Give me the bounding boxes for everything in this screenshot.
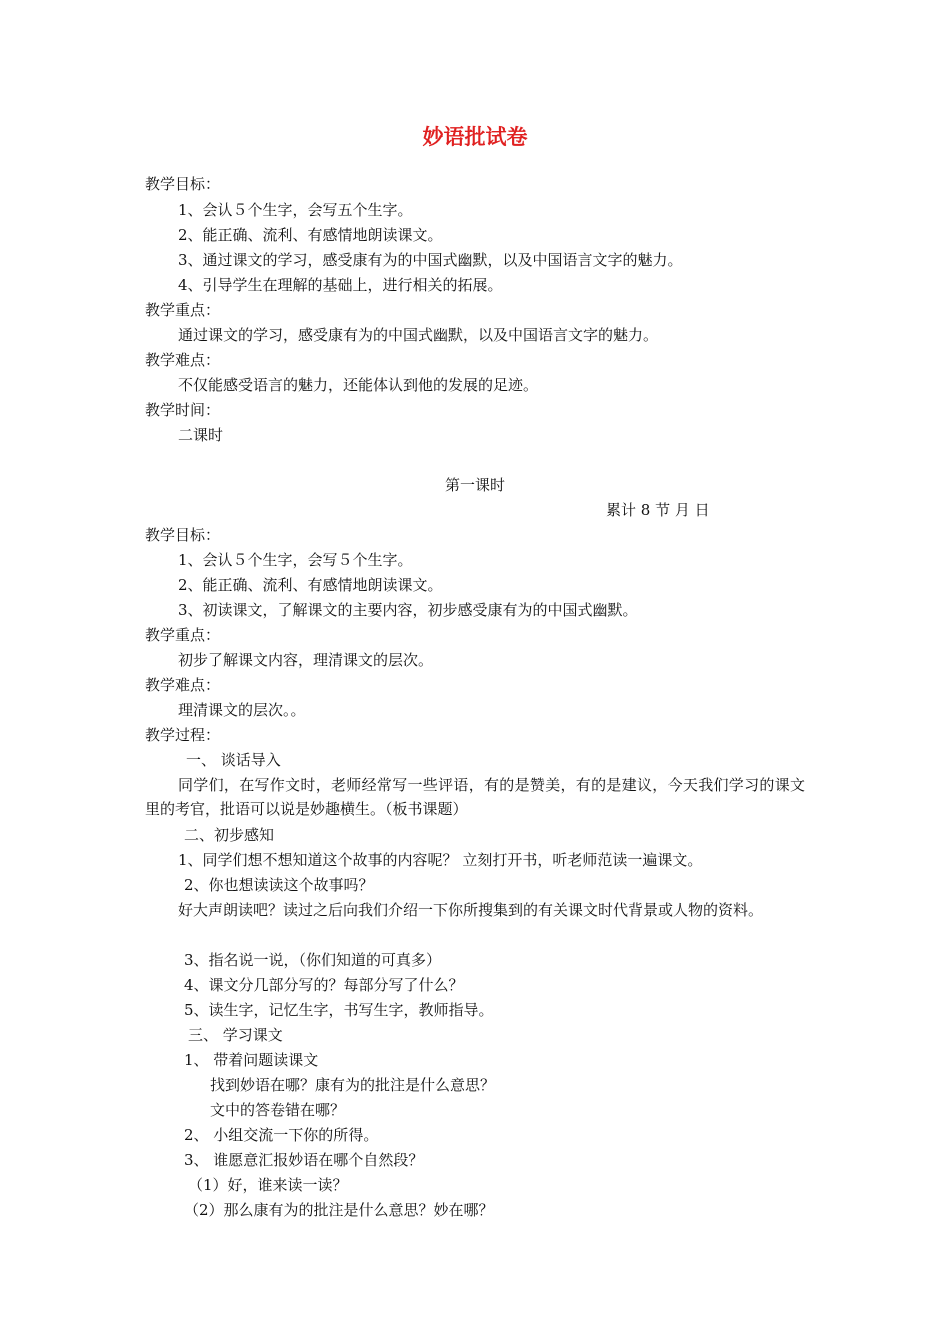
body-line: （1）好，谁来读一读？ bbox=[188, 1176, 348, 1194]
body-line: 1、 带着问题读课文 bbox=[184, 1051, 319, 1069]
body-line: 2、能正确、流利、有感情地朗读课文。 bbox=[178, 226, 443, 244]
body-line: 3、初读课文，了解课文的主要内容，初步感受康有为的中国式幽默。 bbox=[178, 601, 638, 619]
body-line: 1、会认５个生字，会写五个生字。 bbox=[178, 201, 413, 219]
body-line: 理清课文的层次。。 bbox=[178, 701, 306, 719]
section-heading: 教学时间： bbox=[145, 401, 221, 419]
body-line: 3、通过课文的学习，感受康有为的中国式幽默，以及中国语言文字的魅力。 bbox=[178, 251, 683, 269]
lesson-counter: 累计 8 节 月 日 bbox=[606, 501, 710, 519]
body-line: 3、 谁愿意汇报妙语在哪个自然段？ bbox=[184, 1151, 424, 1169]
body-line: 不仅能感受语言的魅力，还能体认到他的发展的足迹。 bbox=[178, 376, 539, 394]
section-heading: 教学目标： bbox=[145, 526, 221, 544]
step-heading: 二、初步感知 bbox=[184, 826, 275, 844]
section-heading: 教学过程： bbox=[145, 726, 221, 744]
body-line: 4、引导学生在理解的基础上，进行相关的拓展。 bbox=[178, 276, 503, 294]
body-line: 4、课文分几部分写的？每部分写了什么？ bbox=[184, 976, 464, 994]
body-paragraph: 同学们，在写作文时，老师经常写一些评语，有的是赞美，有的是建议，今天我们学习的课文里的考官，批语可以说是妙趣横生。（板书课题） bbox=[145, 776, 805, 818]
body-line: 1、会认５个生字，会写５个生字。 bbox=[178, 551, 413, 569]
body-line: 2、能正确、流利、有感情地朗读课文。 bbox=[178, 576, 443, 594]
section-heading: 教学难点： bbox=[145, 351, 221, 369]
body-line: （2）那么康有为的批注是什么意思？妙在哪？ bbox=[184, 1201, 494, 1219]
section-heading: 教学目标： bbox=[145, 175, 221, 193]
body-line: 3、指名说一说，（你们知道的可真多） bbox=[184, 951, 442, 969]
section-heading: 教学难点： bbox=[145, 676, 221, 694]
body-line: 5、读生字，记忆生字，书写生字，教师指导。 bbox=[184, 1001, 494, 1019]
lesson-heading: 第一课时 bbox=[444, 476, 505, 494]
body-line: 找到妙语在哪？康有为的批注是什么意思？ bbox=[210, 1076, 496, 1094]
body-line: 2、 小组交流一下你的所得。 bbox=[184, 1126, 379, 1144]
section-heading: 教学重点： bbox=[145, 626, 221, 644]
document-title: 妙语批试卷 bbox=[422, 124, 528, 149]
body-line: 通过课文的学习，感受康有为的中国式幽默，以及中国语言文字的魅力。 bbox=[178, 326, 659, 344]
body-line: 2、你也想读读这个故事吗？ bbox=[184, 876, 374, 894]
body-line: 文中的答卷错在哪？ bbox=[210, 1101, 346, 1119]
body-line: 二课时 bbox=[178, 426, 224, 444]
step-heading: 一、 谈话导入 bbox=[186, 751, 281, 769]
section-heading: 教学重点： bbox=[145, 301, 221, 319]
step-heading: 三、 学习课文 bbox=[188, 1026, 283, 1044]
body-line: 1、同学们想不想知道这个故事的内容呢？ 立刻打开书，听老师范读一遍课文。 bbox=[178, 851, 703, 869]
body-line: 初步了解课文内容，理清课文的层次。 bbox=[178, 651, 434, 669]
body-paragraph: 好大声朗读吧？读过之后向我们介绍一下你所搜集到的有关课文时代背景或人物的资料。 bbox=[178, 901, 764, 919]
